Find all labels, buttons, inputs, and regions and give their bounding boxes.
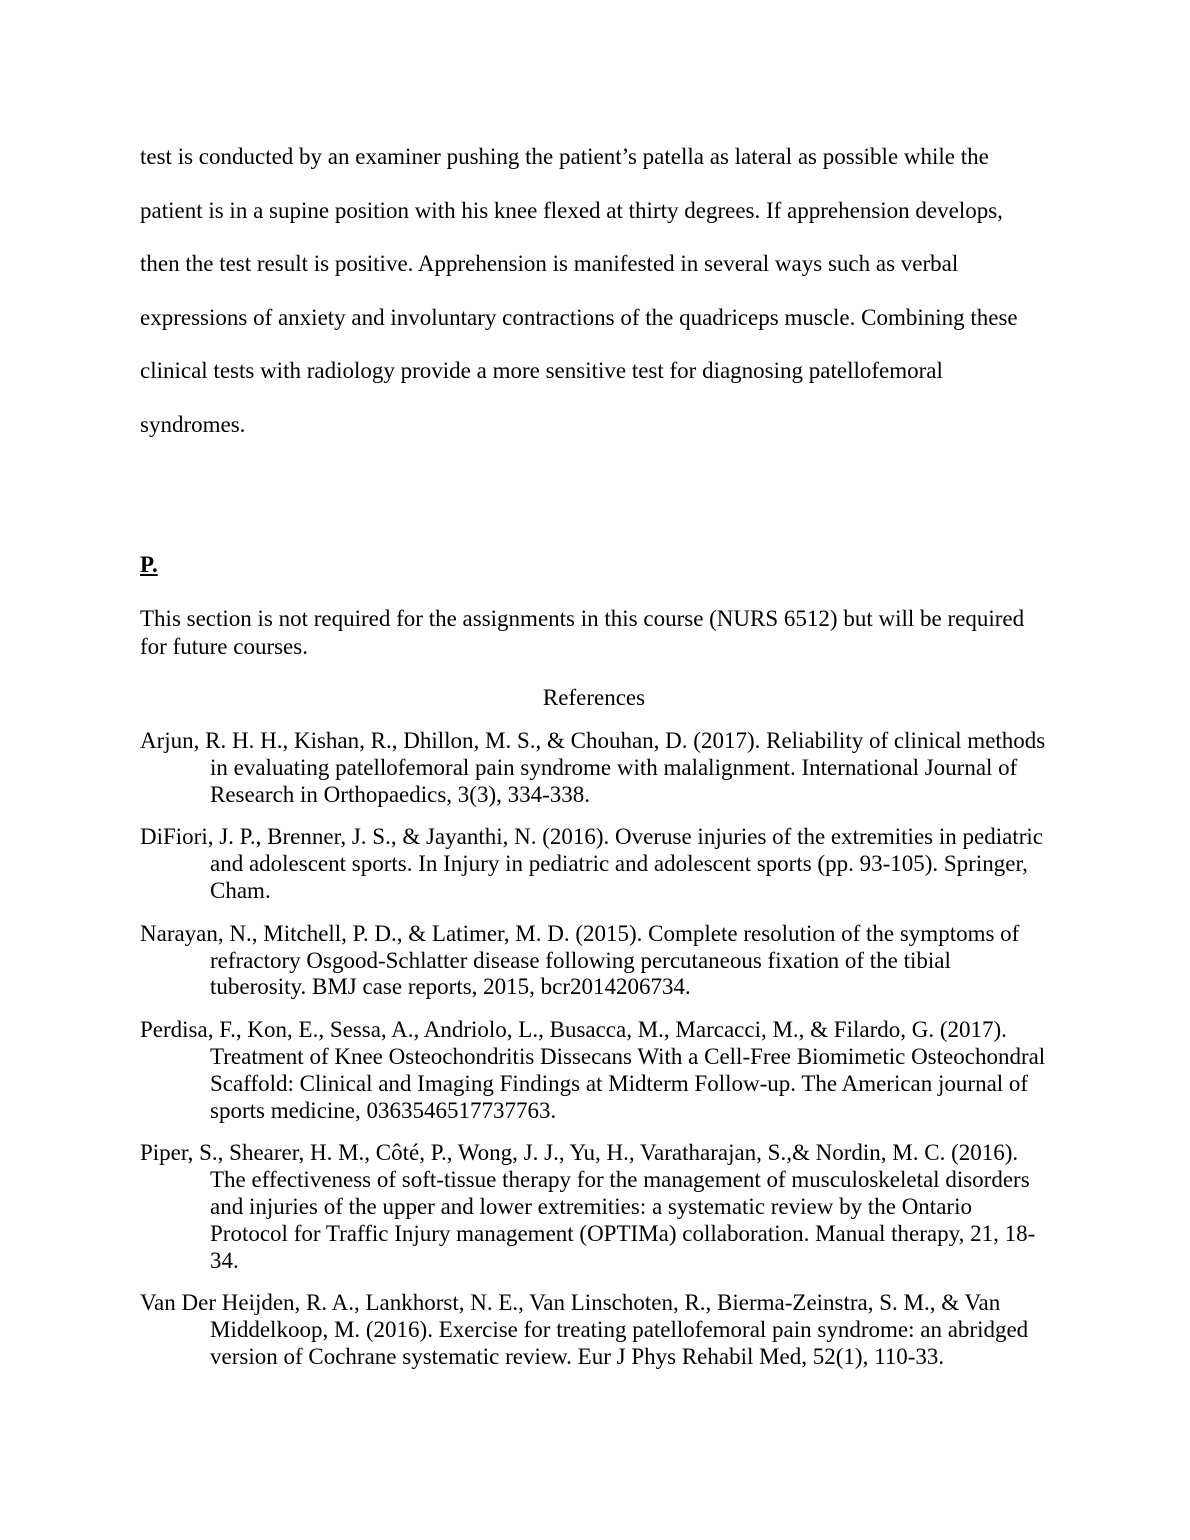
references-list (140, 728, 1048, 1371)
intro-line: expressions of anxiety and involuntary contractions of the quadriceps muscle. Combining these (140, 304, 1018, 330)
reference-entry: Arjun, R. H. H., Kishan, R., Dhillon, M. S., & Chouhan, D. (2017). Reliability of clinical methods in evaluating patellofemoral pain syndrome with malalignment. International Journal of Research in Orthopaedics, 3(3), 334-338. (140, 728, 1046, 807)
intro-line: patient is in a supine position with his knee flexed at thirty degrees. If apprehension develops, (140, 197, 1003, 223)
section-heading: P. (140, 552, 158, 577)
intro-line: clinical tests with radiology provide a more sensitive test for diagnosing patellofemoral (140, 358, 943, 383)
intro-line: syndromes. (140, 411, 246, 437)
intro-line: then the test result is positive. Apprehension is manifested in several ways such as verbal (140, 251, 959, 276)
reference-entry: Van Der Heijden, R. A., Lankhorst, N. E., Van Linschoten, R., Bierma-Zeinstra, S. M., & Van Middelkoop, M. (2016). Exercise for treating patellofemoral pain syndrome: an abridged version of Cochrane systematic review. Eur J Phys Rehabil Med, 52(1), 110-33. (140, 1290, 1029, 1369)
section-note: This section is not required for the assignments in this course (NURS 6512) but will be required for future courses. (140, 606, 1025, 659)
reference-entry: Piper, S., Shearer, H. M., Côté, P., Wong, J. J., Yu, H., Varatharajan, S.,& Nordin, M. C. (2016). The effectiveness of soft-tissue therapy for the management of musculoskeletal disorders and injuries of the upper and lower extremities: a systematic review by the Ontario Protocol for Traffic Injury management (OPTIMa) collaboration. Manual therapy, 21, 18-34. (140, 1140, 1036, 1273)
reference-entry: Perdisa, F., Kon, E., Sessa, A., Andriolo, L., Busacca, M., Marcacci, M., & Filardo, G. (2017). Treatment of Knee Osteochondritis Dissecans With a Cell-Free Biomimetic Osteochondral Scaffold: Clinical and Imaging Findings at Midterm Follow-up. The American journal of sports medicine, 0363546517737763. (140, 1017, 1046, 1123)
reference-entry: Narayan, N., Mitchell, P. D., & Latimer, M. D. (2015). Complete resolution of the symptoms of refractory Osgood-Schlatter disease following percutaneous fixation of the tibial tuberosity. BMJ case reports, 2015, bcr2014206734. (140, 920, 1020, 1000)
references-title: References (542, 685, 646, 710)
reference-entry: DiFiori, J. P., Brenner, J. S., & Jayanthi, N. (2016). Overuse injuries of the extremities in pediatric and adolescent sports. In Injury in pediatric and adolescent sports (pp. 93-105). Springer, Cham. (140, 824, 1043, 903)
intro-paragraph (140, 130, 1048, 451)
intro-line: test is conducted by an examiner pushing the patient’s patella as lateral as possible while the (140, 144, 989, 169)
